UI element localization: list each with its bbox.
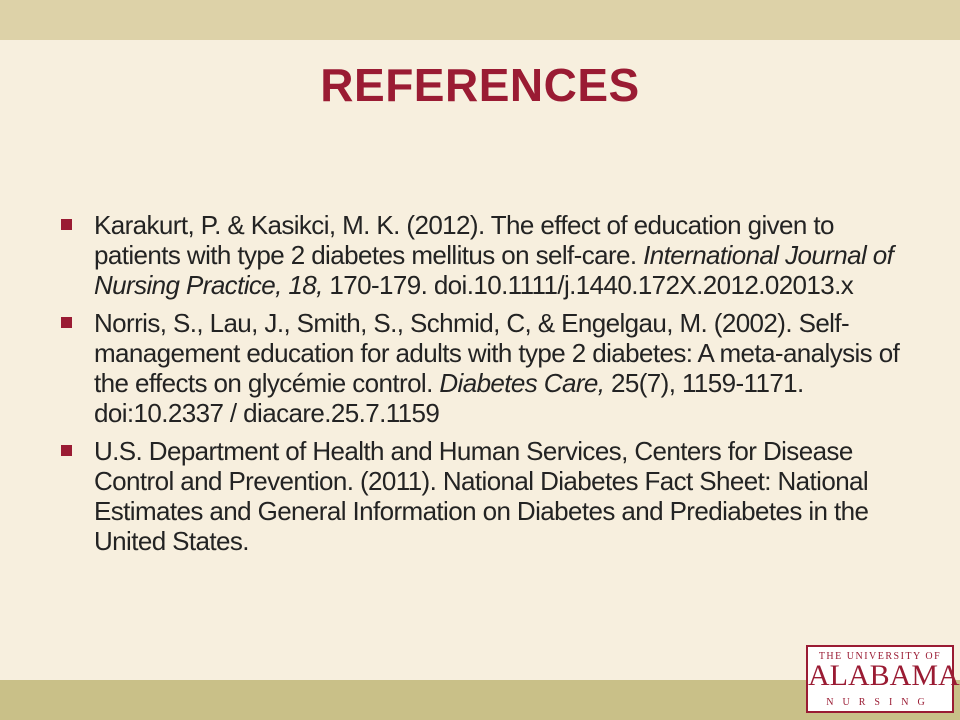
reference-journal: Diabetes Care, (439, 368, 605, 398)
reference-text-end: 25(7), 1159-1171. doi:10.2337 / diacare.25.7.1159 (94, 368, 804, 428)
square-bullet-icon (61, 445, 72, 456)
university-logo (806, 645, 960, 713)
reference-journal: International Journal of Nursing Practice, 18, (94, 240, 894, 300)
reference-item (58, 210, 908, 300)
logo-line-nursing: NURSING (826, 697, 934, 708)
reference-item (58, 436, 908, 556)
top-band (0, 0, 960, 40)
logo-line-university: THE UNIVERSITY OF (818, 651, 942, 662)
square-bullet-icon (61, 317, 72, 328)
reference-text: U.S. Department of Health and Human Services, Centers for Disease Control and Prevention. (2011). National Diabetes Fact Sheet: National Estimates and General Information on Diabetes and Prediabetes in the United States. (94, 436, 869, 556)
reference-text: Karakurt, P. & Kasikci, M. K. (2012). The effect of education given to patients with type 2 diabetes mellitus on self-care. (94, 210, 834, 270)
reference-text: Norris, S., Lau, J., Smith, S., Schmid, C, & Engelgau, M. (2002). Self-management education for adults with type 2 diabetes: A meta-analysis of the effects on glycémie control. (94, 308, 900, 398)
slide-title: REFERENCES (320, 59, 640, 111)
reference-text-end: 170-179. doi.10.1111/j.1440.172X.2012.02013.x (322, 270, 854, 300)
logo-line-alabama: ALABAMA (808, 659, 960, 692)
reference-list (58, 210, 908, 564)
square-bullet-icon (61, 219, 72, 230)
reference-item (58, 308, 908, 428)
